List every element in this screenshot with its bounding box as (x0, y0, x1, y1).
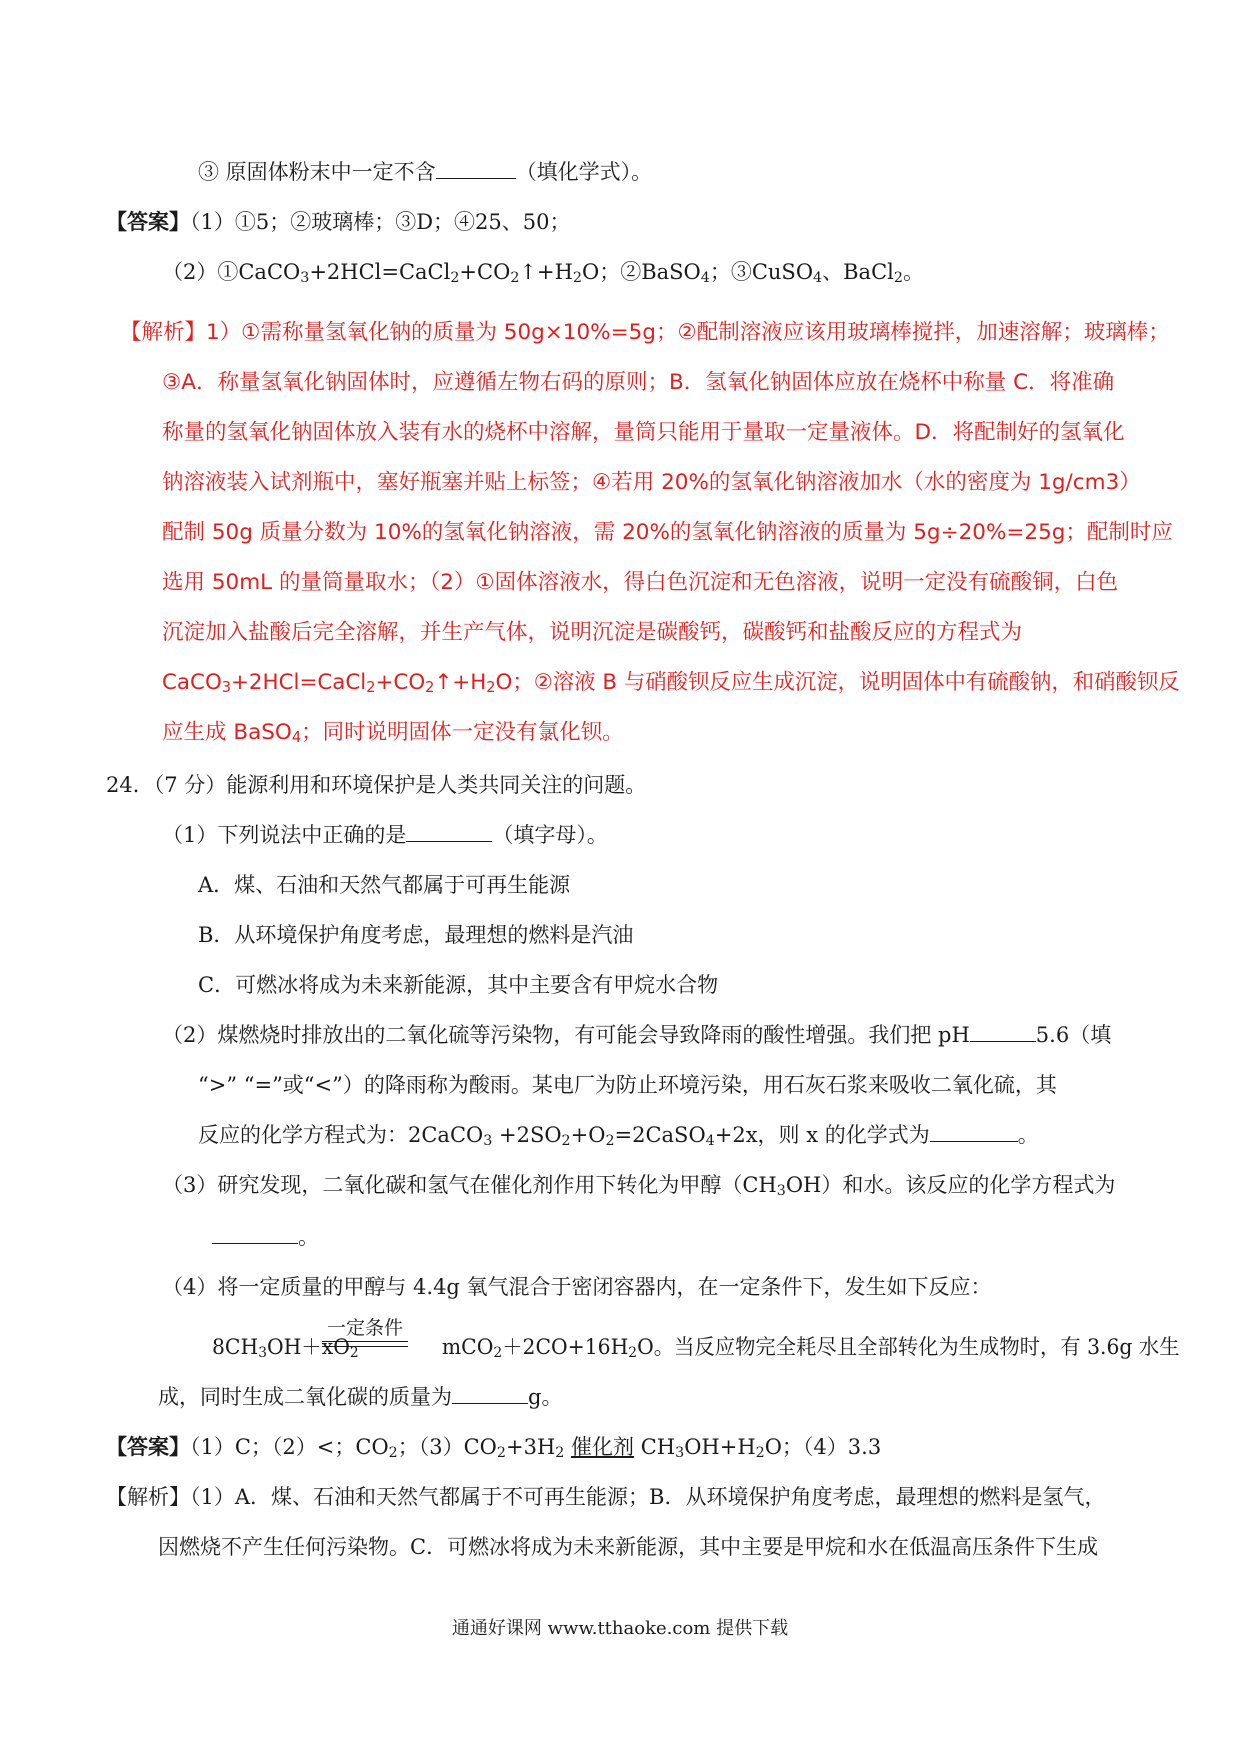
q24-part4-line3: 成，同时生成二氧化碳的质量为 g。 (158, 1385, 563, 1409)
answer-blank[interactable] (452, 1383, 528, 1404)
q24-part4-line1: （4）将一定质量的甲醇与 4.4g 氧气混合于密闭容器内，在一定条件下，发生如下反应： (162, 1275, 992, 1299)
analysis-line-9: 应生成 BaSO$_4$；同时说明固体一定没有氯化钡。 (162, 720, 624, 746)
analysis24-line-2: 因燃烧不产生任何污染物。C．可燃冰将成为未来新能源，其中主要是甲烷和水在低温高压条件下生成 (158, 1535, 1099, 1559)
answer-1: 【答案】（1）①5；②玻璃棒；③D；④25、50； (106, 209, 571, 234)
q24-part3-line1: （3）研究发现，二氧化碳和氢气在催化剂作用下转化为甲醇$(CH_3OH)$和水。该反应的化学方程式为 (162, 1173, 1116, 1199)
q3-line: ③ 原固体粉末中一定不含 （填化学式）。 (198, 160, 653, 184)
answer-24: 【答案】（1）C；（2）<；$CO_2$；$(3)CO_2+3H_2$ 催化剂 $CH_3OH+H_2O$；（4）3.3 (106, 1434, 882, 1461)
q24-title: 24．（7 分）能源利用和环境保护是人类共同关注的问题。 (106, 773, 647, 797)
answer-blank[interactable] (212, 1223, 298, 1244)
analysis24-line-1: 【解析】（1）A．煤、石油和天然气都属于不可再生能源；B．从环境保护角度考虑，最理想的燃料是氢气， (106, 1485, 1106, 1509)
analysis-line-2: ③A．称量氢氧化钠固体时，应遵循左物右码的原则；B．氢氧化钠固体应放在烧杯中称量 C．将准确 (162, 370, 1115, 395)
answer-blank[interactable] (930, 1121, 1018, 1142)
analysis-line-5: 配制 50g 质量分数为 10%的氢氧化钠溶液，需 20%的氢氧化钠溶液的质量为 5g÷20%=25g；配制时应 (162, 520, 1173, 545)
analysis-line-6: 选用 50mL 的量筒量取水；（2）①固体溶液水，得白色沉淀和无色溶液，说明一定没有硫酸铜，白色 (162, 570, 1119, 595)
analysis-line-8: $CaCO_3+2HCl=CaCl_2+CO_2↑+H_2O$；②溶液 B 与硝酸钡反应生成沉淀，说明固体中有硫酸钠，和硝酸钡反 (162, 670, 1180, 696)
q24-part2-line1: （2）煤燃烧时排放出的二氧化硫等污染物，有可能会导致降雨的酸性增强。我们把 pH 5.6（填 (162, 1023, 1112, 1047)
analysis-line-3: 称量的氢氧化钠固体放入装有水的烧杯中溶解，量筒只能用于量取一定量液体。D．将配制好的氢氧化 (162, 420, 1125, 445)
q24-part4-equation: $8CH_3OH+xO_2$ $mCO_2+2CO+16H_2O$。当反应物完全耗尽且全部转化为生成物时，有 3.6g 水生 (212, 1335, 1180, 1361)
analysis-line-4: 钠溶液装入试剂瓶中，塞好瓶塞并贴上标签；④若用 20%的氢氧化钠溶液加水（水的密度为 1g/cm3） (162, 470, 1141, 495)
option-c: C．可燃冰将成为未来新能源，其中主要含有甲烷水合物 (198, 973, 719, 997)
q24-part2-line3: 反应的化学方程式为：2CaCO$_3$ $+2SO_2+O_2=2CaSO_4+2x$，则 x 的化学式为 。 (198, 1123, 1039, 1149)
answer-blank[interactable] (436, 158, 516, 179)
q24-part1: （1）下列说法中正确的是 （填字母）。 (162, 823, 608, 847)
option-b: B．从环境保护角度考虑，最理想的燃料是汽油 (198, 923, 634, 947)
answer-2: $(2)①CaCO_3+2HCl=CaCl_2+CO_2↑+H_2O$；②BaSO$_4$；③CuSO$_4$、BaCl$_2$。 (162, 260, 924, 286)
answer-blank[interactable] (406, 821, 492, 842)
q24-part2-line2: “>” “=”或“<”）的降雨称为酸雨。某电厂为防止环境污染，用石灰石浆来吸收二氧化硫，其 (198, 1073, 1057, 1097)
answer-blank[interactable] (970, 1021, 1036, 1042)
reaction-condition: 一定条件 (322, 1316, 408, 1340)
option-a: A．煤、石油和天然气都属于可再生能源 (198, 873, 571, 897)
q24-part3-line2: 。 (212, 1222, 319, 1252)
page-footer: 通通好课网 www.tthaoke.com 提供下载 (451, 1618, 789, 1639)
analysis-line-7: 沉淀加入盐酸后完全溶解，并生产气体，说明沉淀是碳酸钙，碳酸钙和盐酸反应的方程式为 (162, 620, 1023, 645)
analysis-line-1: 【解析】1）①需称量氢氧化钠的质量为 50g×10%=5g；②配制溶液应该用玻璃棒搅拌，加速溶解；玻璃棒； (120, 320, 1170, 345)
